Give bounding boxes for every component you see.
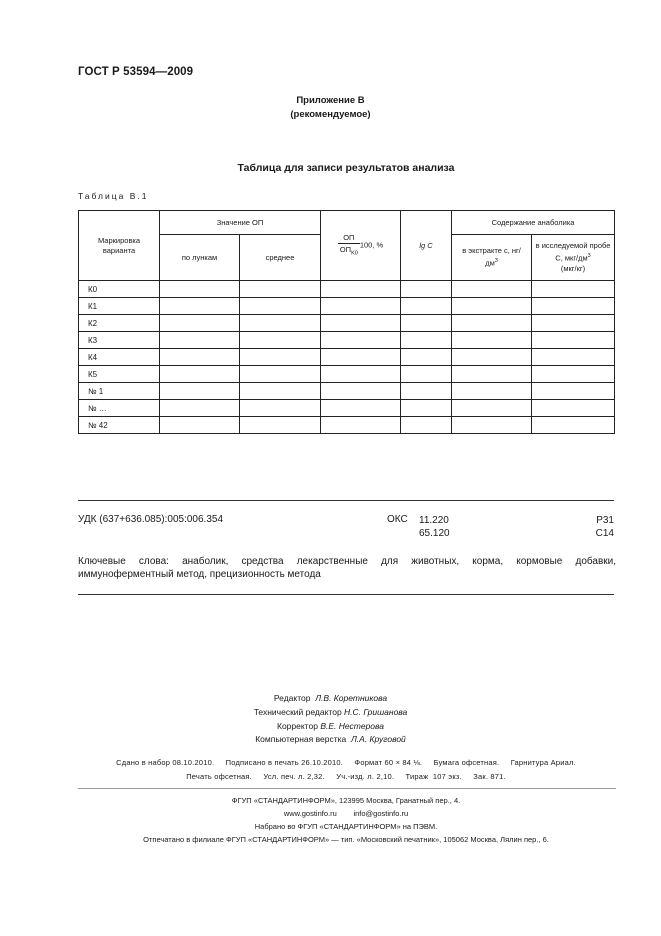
table-heading: Таблица для записи результатов анализа (237, 162, 455, 174)
staff-role: Технический редактор (253, 707, 342, 717)
table-cell (401, 349, 452, 366)
od-ratio-suffix: 100, % (359, 240, 384, 250)
table-cell (532, 349, 615, 366)
imprint-line-1: Сдано в набор 08.10.2010. Подписано в печать 26.10.2010. Формат 60 × 84 ⅛. Бумага офсетная. Гарнитура Ариал. (116, 758, 576, 767)
table-cell (401, 332, 452, 349)
publisher-line-3: Набрано во ФГУП «СТАНДАРТИНФОРМ» на ПЭВМ. (254, 822, 438, 831)
table-cell (452, 366, 532, 383)
document-id: ГОСТ Р 53594—2009 (78, 66, 194, 78)
row-label: К2 (79, 315, 160, 332)
table-cell (240, 315, 321, 332)
table-cell (160, 383, 240, 400)
header-in-sample (532, 235, 615, 281)
table-cell (321, 400, 401, 417)
table-cell (452, 349, 532, 366)
staff-role: Компьютерная верстка (255, 734, 347, 744)
row-label: К5 (79, 366, 160, 383)
table-cell (321, 315, 401, 332)
row-label: № … (79, 400, 160, 417)
header-od-ratio (321, 211, 401, 281)
in-sample-unit: (мкг/кг) (560, 263, 586, 273)
table-cell (240, 332, 321, 349)
table-number: Таблица В.1 (78, 191, 149, 201)
table-body (79, 281, 615, 434)
table-row (79, 400, 615, 417)
table-cell (240, 349, 321, 366)
staff-tech-editor (0, 707, 661, 717)
publisher-line-2: www.gostinfo.ru info@gostinfo.ru (283, 809, 409, 818)
header-od-value: Значение ОП (160, 211, 321, 235)
table-cell (401, 383, 452, 400)
header-anabolic-content: Содержание анаболика (452, 211, 615, 235)
divider-top (78, 500, 614, 501)
table-cell (160, 315, 240, 332)
staff-name: Л.А. Круговой (350, 734, 406, 744)
row-label: К4 (79, 349, 160, 366)
table-cell (532, 366, 615, 383)
table-cell (321, 383, 401, 400)
row-label: № 42 (79, 417, 160, 434)
in-extract-sup: 3 (494, 258, 498, 265)
table-cell (321, 417, 401, 434)
header-by-wells: по лункам (160, 235, 240, 281)
row-label: № 1 (79, 383, 160, 400)
in-sample-text: в исследуемой пробе С, мкг/дм (535, 241, 611, 263)
od-ratio-fraction (338, 232, 360, 260)
table-cell (321, 366, 401, 383)
class-code: Р31 (596, 515, 614, 526)
table-cell (321, 298, 401, 315)
header-average: среднее (240, 235, 321, 281)
table-cell (401, 400, 452, 417)
table-cell (401, 298, 452, 315)
table-cell (160, 281, 240, 298)
table-row (79, 298, 615, 315)
table-cell (452, 298, 532, 315)
in-extract-text: в экстракте с, нг/дм (462, 246, 521, 268)
table-row (79, 332, 615, 349)
table-cell (532, 383, 615, 400)
oks-codes (419, 514, 450, 540)
table-cell (321, 349, 401, 366)
imprint-line-2: Печать офсетная. Усл. печ. л. 2,32. Уч.-изд. л. 2,10. Тираж 107 экз. Зак. 871. (186, 772, 506, 781)
table-cell (160, 332, 240, 349)
staff-role: Редактор (273, 693, 311, 703)
oks-code: 65.120 (419, 528, 450, 539)
table-cell (401, 366, 452, 383)
table-cell (160, 349, 240, 366)
row-label: К3 (79, 332, 160, 349)
table-cell (401, 315, 452, 332)
header-lg-c: lg C (401, 211, 452, 281)
table-row (79, 366, 615, 383)
staff-name: Л.В. Коретникова (315, 693, 388, 703)
header-in-extract (452, 235, 532, 281)
table-cell (240, 281, 321, 298)
staff-layout (0, 734, 661, 744)
oks-code: 11.220 (419, 515, 449, 526)
table-cell (240, 400, 321, 417)
table-cell (160, 366, 240, 383)
row-label: К1 (79, 298, 160, 315)
staff-name: Н.С. Гришанова (344, 707, 408, 717)
table-row (79, 315, 615, 332)
publisher-line-4: Отпечатано в филиале ФГУП «СТАНДАРТИНФОРМ» — тип. «Московский печатник», 105062 Москва, Лялин пер., 6. (143, 835, 549, 844)
table-cell (532, 332, 615, 349)
divider-bottom (78, 594, 614, 595)
staff-editor (0, 693, 661, 703)
table-cell (452, 400, 532, 417)
table-cell (240, 417, 321, 434)
keywords: Ключевые слова: анаболик, средства лекарственные для животных, корма, кормовые добавки, иммуноферментный метод, прецизионность метода (78, 556, 616, 580)
table-row (79, 281, 615, 298)
udc-code: УДК (637+636.085):005:006.354 (78, 514, 223, 525)
table-cell (532, 417, 615, 434)
od-ratio-den-text: ОП (339, 244, 352, 254)
table-cell (452, 417, 532, 434)
table-cell (401, 417, 452, 434)
staff-corrector (0, 721, 661, 731)
table-cell (160, 400, 240, 417)
header-marking: Маркировка варианта (79, 211, 160, 281)
results-table (78, 210, 615, 434)
appendix-heading (0, 94, 661, 122)
table-cell (240, 383, 321, 400)
table-cell (321, 281, 401, 298)
od-ratio-numerator: ОП (338, 232, 360, 244)
appendix-title: Приложение В (296, 95, 365, 106)
table-cell (532, 400, 615, 417)
table-cell (452, 383, 532, 400)
od-ratio-den-sub: K0 (351, 250, 358, 257)
table-cell (160, 417, 240, 434)
publisher-line-1: ФГУП «СТАНДАРТИНФОРМ», 123995 Москва, Гранатный пер., 4. (231, 796, 461, 805)
table-cell (452, 315, 532, 332)
table-row (79, 349, 615, 366)
appendix-status: (рекомендуемое) (290, 109, 371, 120)
table-row (79, 417, 615, 434)
table-row (79, 383, 615, 400)
table-cell (532, 298, 615, 315)
in-sample-sup: 3 (587, 253, 591, 260)
row-label: К0 (79, 281, 160, 298)
table-cell (401, 281, 452, 298)
table-cell (240, 366, 321, 383)
staff-role: Корректор (277, 721, 318, 731)
table-cell (532, 315, 615, 332)
class-codes (596, 514, 614, 540)
table-cell (532, 281, 615, 298)
table-cell (452, 332, 532, 349)
oks-label: ОКС (387, 514, 408, 525)
od-ratio-denominator (338, 244, 360, 260)
table-cell (160, 298, 240, 315)
staff-name: В.Е. Нестерова (320, 721, 384, 731)
table-cell (240, 298, 321, 315)
class-code: С14 (595, 528, 614, 539)
divider-imprint (78, 788, 616, 789)
table-cell (452, 281, 532, 298)
table-cell (321, 332, 401, 349)
